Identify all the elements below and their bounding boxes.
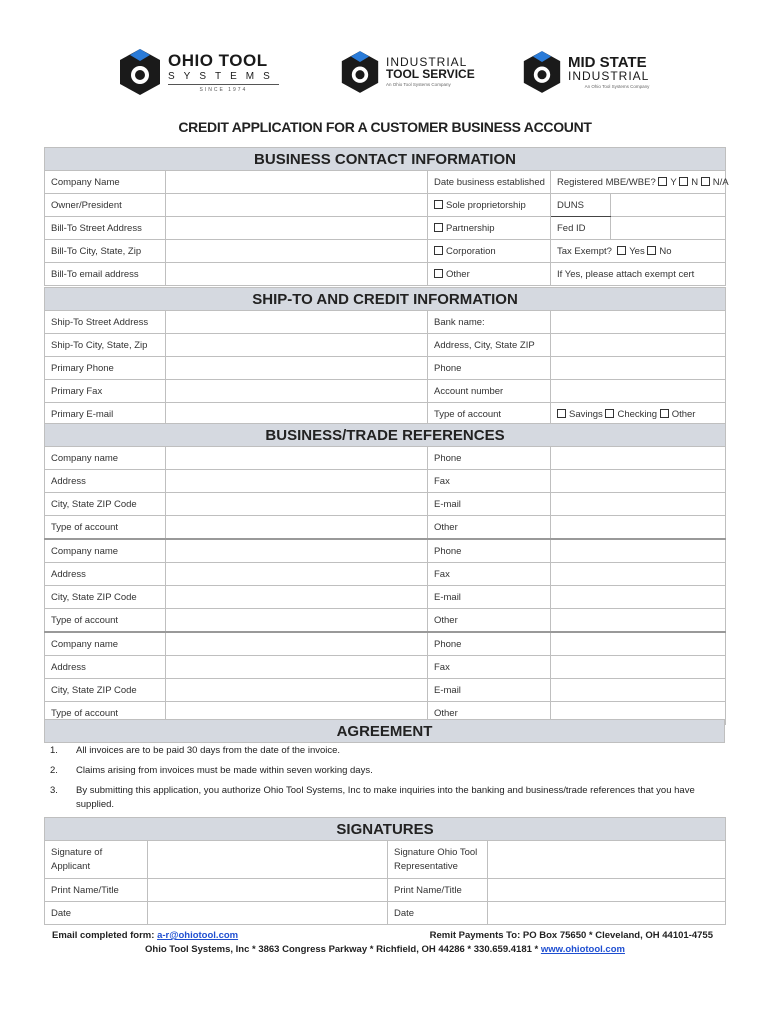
midstate-logo-line1: MID STATE (568, 53, 647, 71)
ref3-company-field[interactable] (166, 632, 428, 656)
agreement-text: Claims arising from invoices must be made within seven working days. (76, 765, 373, 776)
shipto-header: SHIP-TO AND CREDIT INFORMATION (45, 288, 726, 311)
company-name-field[interactable] (166, 171, 428, 194)
ref2-email-field[interactable] (551, 586, 726, 609)
fed-id-label: Fed ID (551, 217, 611, 240)
ref3-fax-field[interactable] (551, 656, 726, 679)
other-entity-cell[interactable] (428, 263, 551, 286)
other-entity-checkbox[interactable] (434, 269, 443, 278)
ref3-city-field[interactable] (166, 679, 428, 702)
tax-exempt-cell (551, 240, 726, 263)
bill-city-label: Bill-To City, State, Zip (45, 240, 166, 263)
hexagon-logo-icon (118, 47, 162, 97)
ref2-phone-field[interactable] (551, 539, 726, 563)
bank-name-label: Bank name: (428, 311, 551, 334)
ref3-address-field[interactable] (166, 656, 428, 679)
ref2-address-label: Address (45, 563, 166, 586)
agreement-text: By submitting this application, you authorize Ohio Tool Systems, Inc to make inquiries into the banking and business/trade references that you have supplied. (76, 785, 695, 810)
primary-phone-label: Primary Phone (45, 357, 166, 380)
ref2-fax-label: Fax (428, 563, 551, 586)
ref1-phone-field[interactable] (551, 447, 726, 470)
mbe-n-label: N (691, 176, 699, 188)
account-number-label: Account number (428, 380, 551, 403)
tax-exempt-label: Tax Exempt? (557, 245, 612, 257)
corporation-checkbox[interactable] (434, 246, 443, 255)
ref3-company-label: Company name (45, 632, 166, 656)
bank-address-field[interactable] (551, 334, 726, 357)
corporation-label: Corporation (446, 245, 496, 257)
ref1-type-field[interactable] (166, 516, 428, 540)
exempt-note: If Yes, please attach exempt cert (551, 263, 726, 286)
company-name-label: Company Name (45, 171, 166, 194)
references-table (44, 423, 726, 725)
checking-checkbox[interactable] (605, 409, 614, 418)
date-established-label: Date business established (428, 171, 551, 194)
bill-street-label: Bill-To Street Address (45, 217, 166, 240)
document-title: CREDIT APPLICATION FOR A CUSTOMER BUSINESS ACCOUNT (178, 119, 592, 135)
agreement-item (44, 744, 725, 758)
footer-line-2 (0, 944, 770, 955)
partnership-cell[interactable] (428, 217, 551, 240)
ref2-company-label: Company name (45, 539, 166, 563)
ref1-fax-label: Fax (428, 470, 551, 493)
bank-address-label: Address, City, State ZIP (428, 334, 551, 357)
industrial-tool-logo (340, 44, 475, 100)
ref3-phone-field[interactable] (551, 632, 726, 656)
bill-street-field[interactable] (166, 217, 428, 240)
email-link[interactable]: a-r@ohiotool.com (157, 930, 239, 941)
agreement-num: 1. (50, 745, 58, 756)
bill-email-label: Bill-To email address (45, 263, 166, 286)
ref1-email-field[interactable] (551, 493, 726, 516)
tax-yes-checkbox[interactable] (617, 246, 626, 255)
owner-label: Owner/President (45, 194, 166, 217)
rep-date-label: Date (388, 902, 488, 925)
ref1-address-field[interactable] (166, 470, 428, 493)
bill-city-field[interactable] (166, 240, 428, 263)
ref3-fax-label: Fax (428, 656, 551, 679)
rep-print-label: Print Name/Title (388, 879, 488, 902)
mbe-n-checkbox[interactable] (679, 177, 688, 186)
ref3-email-field[interactable] (551, 679, 726, 702)
mid-state-logo (522, 44, 649, 100)
other-account-label: Other (671, 408, 696, 420)
ship-city-label: Ship-To City, State, Zip (45, 334, 166, 357)
ref1-fax-field[interactable] (551, 470, 726, 493)
sole-prop-label: Sole proprietorship (446, 199, 526, 211)
reference-3-row (45, 632, 726, 656)
ref1-phone-label: Phone (428, 447, 551, 470)
agreement-header-table (44, 719, 725, 743)
ref2-city-label: City, State ZIP Code (45, 586, 166, 609)
duns-field[interactable] (611, 194, 726, 217)
rep-print-field[interactable] (488, 879, 726, 902)
owner-field[interactable] (166, 194, 428, 217)
ref3-type-label: Type of account (45, 702, 166, 725)
corporation-cell[interactable] (428, 240, 551, 263)
ship-city-field[interactable] (166, 334, 428, 357)
agreement-list (44, 744, 725, 818)
ref2-email-label: E-mail (428, 586, 551, 609)
email-label: Email completed form: (52, 930, 155, 941)
logo-bar (0, 44, 770, 104)
ref3-email-label: E-mail (428, 679, 551, 702)
account-type-label: Type of account (428, 403, 551, 426)
shipto-credit-table (44, 287, 726, 426)
partnership-label: Partnership (446, 222, 495, 234)
references-header: BUSINESS/TRADE REFERENCES (45, 424, 726, 447)
applicant-print-field[interactable] (148, 879, 388, 902)
ref1-other-label: Other (428, 516, 551, 540)
bank-name-field[interactable] (551, 311, 726, 334)
partnership-checkbox[interactable] (434, 223, 443, 232)
bank-phone-field[interactable] (551, 357, 726, 380)
ship-street-field[interactable] (166, 311, 428, 334)
tax-no-checkbox[interactable] (647, 246, 656, 255)
mbe-y-checkbox[interactable] (658, 177, 667, 186)
ref2-fax-field[interactable] (551, 563, 726, 586)
ref3-address-label: Address (45, 656, 166, 679)
applicant-date-field[interactable] (148, 902, 388, 925)
mbe-na-label: N/A (712, 176, 729, 188)
savings-label: Savings (569, 408, 603, 420)
ref1-city-field[interactable] (166, 493, 428, 516)
other-entity-label: Other (446, 268, 470, 280)
sole-prop-cell[interactable] (428, 194, 551, 217)
midstate-logo-line2: INDUSTRIAL (568, 68, 650, 83)
ref2-other-field[interactable] (551, 609, 726, 633)
agreement-num: 2. (50, 765, 58, 776)
ref2-other-label: Other (428, 609, 551, 633)
ref2-type-field[interactable] (166, 609, 428, 633)
primary-fax-label: Primary Fax (45, 380, 166, 403)
savings-checkbox[interactable] (557, 409, 566, 418)
ohio-tool-logo (118, 44, 279, 100)
applicant-signature-field[interactable] (148, 841, 388, 879)
agreement-text: All invoices are to be paid 30 days from the date of the invoice. (76, 745, 341, 756)
ref2-address-field[interactable] (166, 563, 428, 586)
business-contact-header: BUSINESS CONTACT INFORMATION (45, 148, 726, 171)
hexagon-logo-icon (340, 49, 380, 95)
ref2-type-label: Type of account (45, 609, 166, 633)
ref1-company-field[interactable] (166, 447, 428, 470)
mbe-na-checkbox[interactable] (701, 177, 710, 186)
reference-2-row (45, 539, 726, 563)
agreement-header: AGREEMENT (45, 720, 725, 743)
industrial-logo-line1: INDUSTRIAL (386, 55, 468, 70)
ref2-phone-label: Phone (428, 539, 551, 563)
primary-phone-field[interactable] (166, 357, 428, 380)
email-form-text (52, 930, 238, 941)
tax-no-label: No (659, 245, 672, 257)
signatures-header: SIGNATURES (45, 818, 726, 841)
other-account-checkbox[interactable] (660, 409, 669, 418)
fed-id-field[interactable] (611, 217, 726, 240)
mbe-cell (551, 171, 729, 194)
industrial-logo-line2: TOOL SERVICE (386, 67, 475, 82)
hexagon-logo-icon (522, 49, 562, 95)
account-number-field[interactable] (551, 380, 726, 403)
sole-prop-checkbox[interactable] (434, 200, 443, 209)
ref2-city-field[interactable] (166, 586, 428, 609)
industrial-logo-tag: An Ohio Tool Systems Company (386, 82, 451, 88)
ohio-rep-signature-label: Signature Ohio Tool Representative (388, 841, 488, 879)
ref1-company-label: Company name (45, 447, 166, 470)
ref1-city-label: City, State ZIP Code (45, 493, 166, 516)
agreement-item (44, 784, 725, 812)
ref1-other-field[interactable] (551, 516, 726, 540)
reference-1-row (45, 447, 726, 470)
mbe-label: Registered MBE/WBE? (557, 176, 656, 188)
agreement-num: 3. (50, 785, 58, 796)
applicant-print-label: Print Name/Title (45, 879, 148, 902)
checking-label: Checking (617, 408, 658, 420)
ref3-other-label: Other (428, 702, 551, 725)
duns-label: DUNS (551, 194, 611, 217)
primary-email-label: Primary E-mail (45, 403, 166, 426)
agreement-item (44, 764, 725, 778)
primary-fax-field[interactable] (166, 380, 428, 403)
ohio-logo-since: SINCE 1974 (199, 86, 248, 93)
business-contact-table (44, 147, 729, 286)
ohio-logo-main: OHIO TOOL (168, 50, 268, 70)
rep-date-field[interactable] (488, 902, 726, 925)
website-link[interactable]: www.ohiotool.com (540, 944, 625, 955)
applicant-signature-label: Signature of Applicant (45, 841, 148, 879)
ship-street-label: Ship-To Street Address (45, 311, 166, 334)
signatures-table (44, 817, 726, 925)
tax-yes-label: Yes (629, 245, 645, 257)
remit-text: Remit Payments To: PO Box 75650 * Cleveland, OH 44101-4755 (429, 930, 713, 941)
ref2-company-field[interactable] (166, 539, 428, 563)
bill-email-field[interactable] (166, 263, 428, 286)
ref1-type-label: Type of account (45, 516, 166, 540)
ref3-phone-label: Phone (428, 632, 551, 656)
mbe-y-label: Y (670, 176, 677, 188)
ref3-city-label: City, State ZIP Code (45, 679, 166, 702)
company-address: Ohio Tool Systems, Inc * 3863 Congress Parkway * Richfield, OH 44286 * 330.659.4181 * (145, 944, 539, 955)
ref1-address-label: Address (45, 470, 166, 493)
midstate-logo-tag: An Ohio Tool Systems Company (584, 83, 650, 89)
applicant-date-label: Date (45, 902, 148, 925)
ref1-email-label: E-mail (428, 493, 551, 516)
ohio-rep-signature-field[interactable] (488, 841, 726, 879)
ohio-logo-sub: SYSTEMS (168, 72, 279, 85)
bank-phone-label: Phone (428, 357, 551, 380)
